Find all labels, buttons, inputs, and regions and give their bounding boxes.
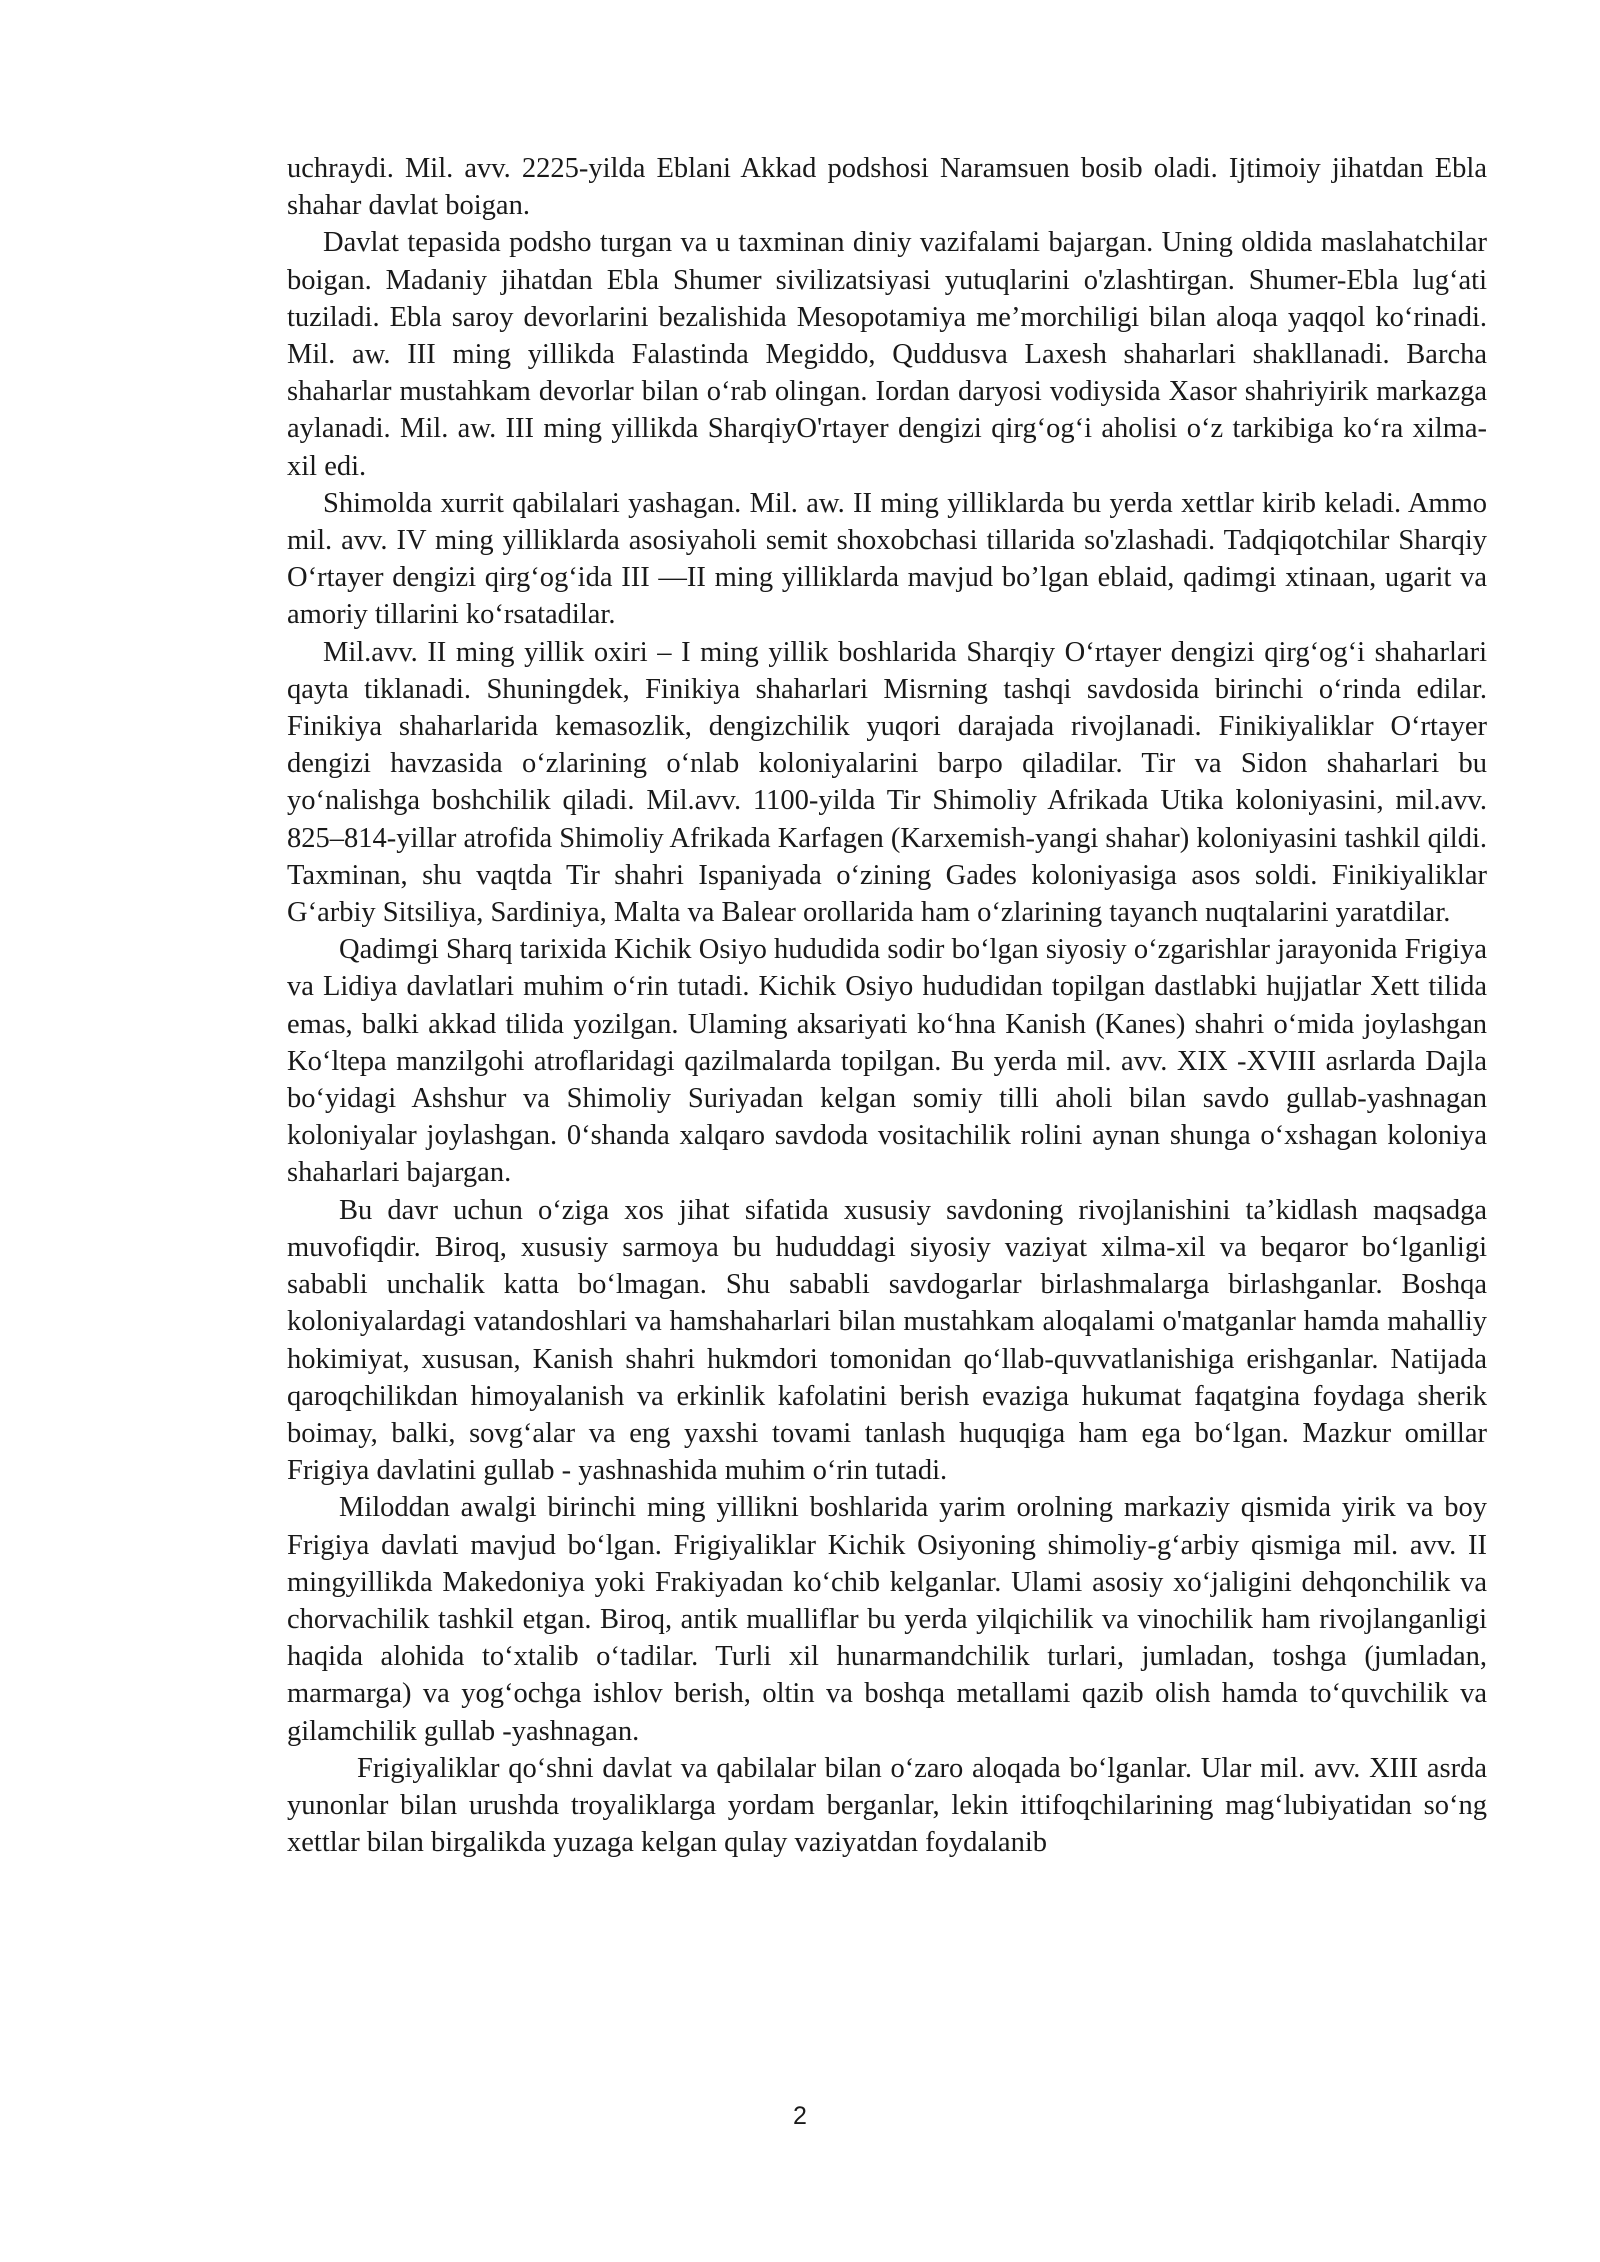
- page-number: 2: [793, 2102, 807, 2130]
- paragraph-2: Davlat tepasida podsho turgan va u taxminan diniy vazifalami bajargan. Uning oldida maslahatchilar boigan. Madaniy jihatdan Ebla Shumer sivilizatsiyasi yutuqlarini o'zlashtirgan. Shumer-Ebla lug‘ati tuziladi. Ebla saroy devorlarini bezalishida Mesopotamiya me’morchiligi bilan aloqa yaqqol ko‘rinadi. Mil. aw. III ming yillikda Falastinda Megiddo, Quddusva Laxesh shaharlari shakllanadi. Barcha shaharlar mustahkam devorlar bilan o‘rab olingan. Iordan daryosi vodiysida Xasor shahriyirik markazga aylanadi. Mil. aw. III ming yillikda SharqiyO'rtayer dengizi qirg‘og‘i aholisi o‘z tarkibiga ko‘ra xilma-xil edi.: [287, 227, 1487, 482]
- body-text: [287, 150, 1487, 1861]
- paragraph-3: Shimolda xurrit qabilalari yashagan. Mil. aw. II ming yilliklarda bu yerda xettlar kirib keladi. Ammo mil. avv. IV ming yilliklarda asosiyaholi semit shoxobchasi tillarida so'zlashadi. Tadqiqotchilar Sharqiy O‘rtayer dengizi qirg‘og‘ida III —II ming yilliklarda mavjud bo’lgan eblaid, qadimgi xtinaan, ugarit va amoriy tillarini ko‘rsatadilar.: [287, 487, 1487, 631]
- paragraph-7: Miloddan awalgi birinchi ming yillikni boshlarida yarim orolning markaziy qismida yirik va boy Frigiya davlati mavjud bo‘lgan. Frigiyaliklar Kichik Osiyoning shimoliy-g‘arbiy qismiga mil. avv. II mingyillikda Makedoniya yoki Frakiyadan ko‘chib kelganlar. Ulami asosiy xo‘jaligini dehqonchilik va chorvachilik tashkil etgan. Biroq, antik mualliflar bu yerda yilqichilik va vinochilik ham rivojlanganligi haqida alohida to‘xtalib o‘tadilar. Turli xil hunarmandchilik turlari, jumladan, toshga (jumladan, marmarga) va yog‘ochga ishlov berish, oltin va boshqa metallami qazib olish hamda to‘quvchilik va gilamchilik gullab -yashnagan.: [287, 1492, 1487, 1747]
- paragraph-4: Mil.avv. II ming yillik oxiri – I ming yillik boshlarida Sharqiy O‘rtayer dengizi qirg‘og‘i shaharlari qayta tiklanadi. Shuningdek, Finikiya shaharlari Misrning tashqi savdosida birinchi o‘rinda edilar. Finikiya shaharlarida kemasozlik, dengizchilik yuqori darajada rivojlanadi. Finikiyaliklar O‘rtayer dengizi havzasida o‘zlarining o‘nlab koloniyalarini barpo qiladilar. Tir va Sidon shaharlari bu yo‘nalishga boshchilik qiladi. Mil.avv. 1100-yilda Tir Shimoliy Afrikada Utika koloniyasini, mil.avv. 825–814-yillar atrofida Shimoliy Afrikada Karfagen (Karxemish-yangi shahar) koloniyasini tashkil qildi. Taxminan, shu vaqtda Tir shahri Ispaniyada o‘zining Gades koloniyasiga asos soldi. Finikiyaliklar G‘arbiy Sitsiliya, Sardiniya, Malta va Balear orollarida ham o‘zlarining tayanch nuqtalarini yaratdilar.: [287, 636, 1487, 929]
- paragraph-8: Frigiyaliklar qo‘shni davlat va qabilalar bilan o‘zaro aloqada bo‘lganlar. Ular mil. avv. XIII asrda yunonlar bilan urushda troyaliklarga yordam berganlar, lekin ittifoqchilarining mag‘lubiyatidan so‘ng xettlar bilan birgalikda yuzaga kelgan qulay vaziyatdan foydalanib: [287, 1752, 1487, 1859]
- paragraph-5: Qadimgi Sharq tarixida Kichik Osiyo hududida sodir bo‘lgan siyosiy o‘zgarishlar jarayonida Frigiya va Lidiya davlatlari muhim o‘rin tutadi. Kichik Osiyo hududidan topilgan dastlabki hujjatlar Xett tilida emas, balki akkad tilida yozilgan. Ulaming aksariyati ko‘hna Kanish (Kanes) shahri o‘mida joylashgan Ko‘ltepa manzilgohi atroflaridagi qazilmalarda topilgan. Bu yerda mil. avv. XIX -XVIII asrlarda Dajla bo‘yidagi Ashshur va Shimoliy Suriyadan kelgan somiy tilli aholi bilan savdo gullab-yashnagan koloniyalar joylashgan. 0‘shanda xalqaro savdoda vositachilik rolini aynan shunga o‘xshagan koloniya shaharlari bajargan.: [287, 934, 1487, 1189]
- paragraph-6: Bu davr uchun o‘ziga xos jihat sifatida xususiy savdoning rivojlanishini ta’kidlash maqsadga muvofiqdir. Biroq, xususiy sarmoya bu hududdagi siyosiy vaziyat xilma-xil va beqaror bo‘lganligi sababli unchalik katta bo‘lmagan. Shu sababli savdogarlar birlashmalarga birlashganlar. Boshqa koloniyalardagi vatandoshlari va hamshaharlari bilan mustahkam aloqalami o'matganlar hamda mahalliy hokimiyat, xususan, Kanish shahri hukmdori tomonidan qo‘llab-quvvatlanishiga erishganlar. Natijada qaroqchilikdan himoyalanish va erkinlik kafolatini berish evaziga hukumat faqatgina foydaga sherik boimay, balki, sovg‘alar va eng yaxshi tovami tanlash huquqiga ham ega bo‘lgan. Mazkur omillar Frigiya davlatini gullab - yashnashida muhim o‘rin tutadi.: [287, 1194, 1487, 1487]
- paragraph-1: uchraydi. Mil. avv. 2225-yilda Eblani Akkad podshosi Naramsuen bosib oladi. Ijtimoiy jihatdan Ebla shahar davlat boigan.: [287, 153, 1487, 222]
